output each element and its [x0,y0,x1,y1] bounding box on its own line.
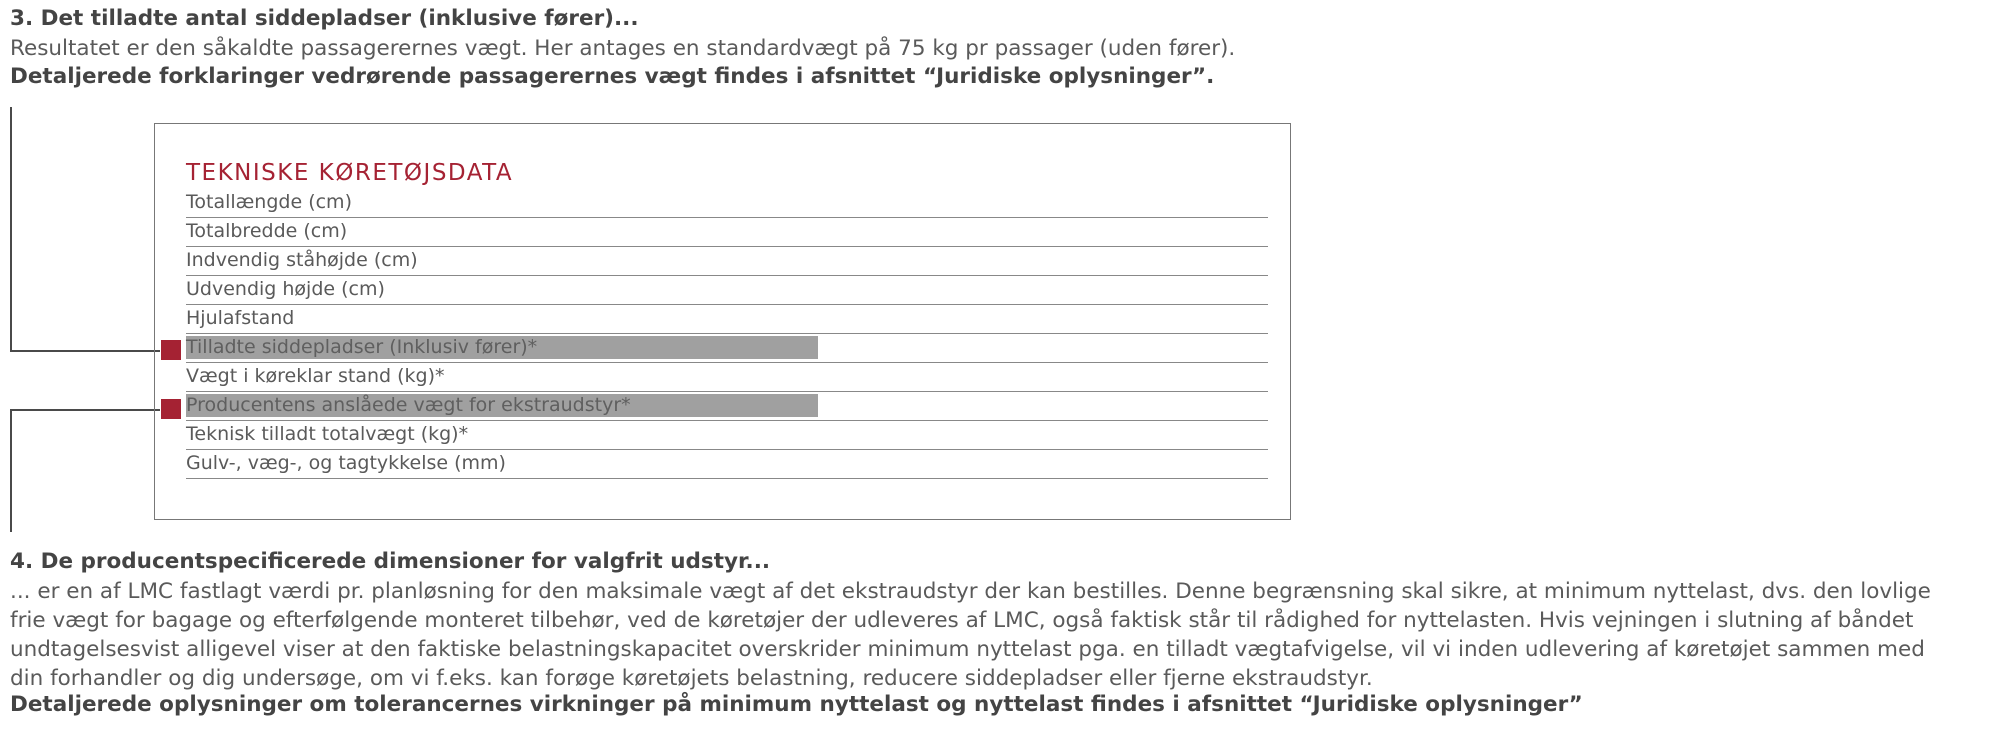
data-row-interior-height [186,247,1268,276]
row-label: Vægt i køreklar stand (kg)* [186,365,445,387]
data-row-wheelbase [186,305,1268,334]
row-label: Hjulafstand [186,307,295,329]
row-label: Tilladte siddepladser (Inklusiv fører)* [186,336,538,358]
section-4-bold-note: Detaljerede oplysninger om tolerancernes virkninger på minimum nyttelast og nyttelast findes i afsnittet “Juridiske oplysninger” [10,692,1583,717]
row-label: Producentens anslåede vægt for ekstraudstyr* [186,394,631,416]
data-row-permitted-seats [186,334,1268,363]
row-label: Indvendig ståhøjde (cm) [186,249,418,271]
data-row-wall-thickness [186,450,1268,479]
section-3-text: Resultatet er den såkaldte passagerernes vægt. Her antages en standardvægt på 75 kg pr passager (uden fører). [10,36,1236,61]
data-row-max-total-weight [186,421,1268,450]
paragraph-line: din forhandler og dig undersøge, om vi f.eks. kan forøge køretøjets belastning, reducere siddepladser eller fjerne ekstraudstyr. [10,666,1373,691]
marker-permitted-seats [161,340,181,360]
paragraph-line: ... er en af LMC fastlagt værdi pr. planløsning for den maksimale vægt af det ekstraudstyr der kan bestilles. Denne begrænsning skal sikre, at minimum nyttelast, dvs. den lovlige [10,579,1931,604]
connector-line-bottom-vertical [10,409,12,532]
section-3-heading: 3. Det tilladte antal siddepladser (inklusive fører)... [10,6,639,31]
data-row-total-length [186,189,1268,218]
section-3-bold-note: Detaljerede forklaringer vedrørende passagerernes vægt findes i afsnittet “Juridiske oplysninger”. [10,64,1215,89]
row-label: Udvendig højde (cm) [186,278,385,300]
row-label: Totallængde (cm) [186,191,352,213]
data-row-total-width [186,218,1268,247]
technical-data-title: TEKNISKE KØRETØJSDATA [186,160,514,186]
data-row-optional-equipment-weight [186,392,1268,421]
section-4-heading: 4. De producentspecificerede dimensioner for valgfrit udstyr... [10,549,771,574]
connector-line-top-vertical [10,107,12,351]
data-row-curb-weight [186,363,1268,392]
connector-line-top-horizontal [10,350,160,352]
data-row-exterior-height [186,276,1268,305]
paragraph-line: undtagelsesvist alligevel viser at den faktiske belastningskapacitet overskrider minimum nyttelast pga. en tilladt vægtafvigelse, vil vi inden udlevering af køretøjet sammen med [10,637,1925,662]
row-label: Teknisk tilladt totalvægt (kg)* [186,423,469,445]
row-label: Gulv-, væg-, og tagtykkelse (mm) [186,452,506,474]
connector-line-bottom-horizontal [10,409,160,411]
paragraph-line: frie vægt for bagage og efterfølgende monteret tilbehør, ved de køretøjer der udleveres af LMC, også faktisk står til rådighed for nyttelasten. Hvis vejningen i slutning af båndet [10,608,1914,633]
row-label: Totalbredde (cm) [186,220,348,242]
marker-optional-equipment [161,399,181,419]
section-4-paragraph [10,577,1996,693]
